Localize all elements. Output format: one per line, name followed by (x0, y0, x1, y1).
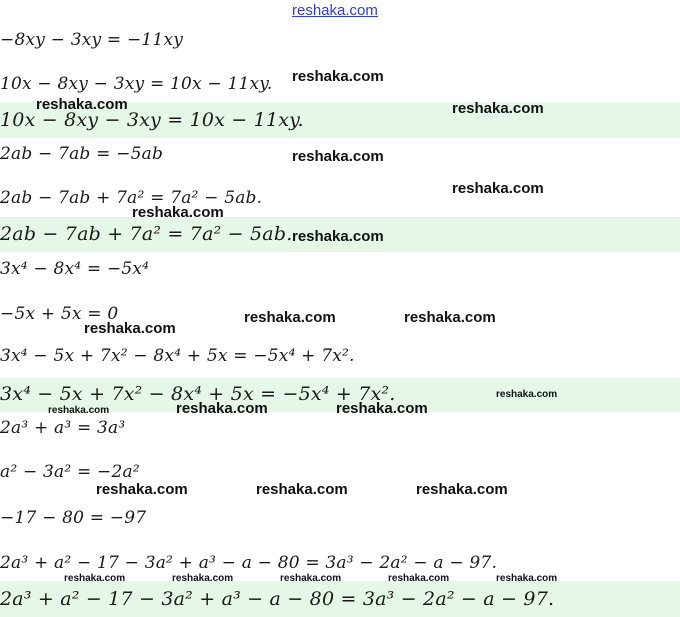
watermark: reshaka.com (292, 228, 384, 245)
equation-line: 3x⁴ − 5x + 7x² − 8x⁴ + 5x = −5x⁴ + 7x². (0, 346, 355, 366)
equation-line-highlighted: 2a³ + a² − 17 − 3a² + a³ − a − 80 = 3a³ − 2a² − a − 97. (0, 588, 555, 610)
watermark: reshaka.com (496, 573, 558, 584)
equation-line: 2ab − 7ab = −5ab (0, 144, 164, 164)
watermark: reshaka.com (452, 180, 544, 197)
equation-line: a² − 3a² = −2a² (0, 462, 140, 482)
watermark: reshaka.com (496, 389, 558, 400)
equation-line-highlighted: 3x⁴ − 5x + 7x² − 8x⁴ + 5x = −5x⁴ + 7x². (0, 383, 396, 405)
watermark: reshaka.com (416, 481, 508, 498)
watermark: reshaka.com (336, 400, 428, 417)
watermark: reshaka.com (280, 573, 342, 584)
equation-line: −8xy − 3xy = −11xy (0, 30, 184, 50)
equation-line: 2a³ + a³ = 3a³ (0, 418, 126, 438)
watermark: reshaka.com (36, 96, 128, 113)
equation-line-highlighted: 10x − 8xy − 3xy = 10x − 11xy. (0, 109, 304, 131)
watermark: reshaka.com (388, 573, 450, 584)
equation-line: −17 − 80 = −97 (0, 508, 147, 528)
watermark: reshaka.com (292, 148, 384, 165)
watermark: reshaka.com (172, 573, 234, 584)
watermark: reshaka.com (452, 100, 544, 117)
watermark: reshaka.com (48, 405, 110, 416)
watermark: reshaka.com (84, 320, 176, 337)
watermark: reshaka.com (176, 400, 268, 417)
watermark: reshaka.com (244, 309, 336, 326)
equation-line: 2a³ + a² − 17 − 3a² + a³ − a − 80 = 3a³ − 2a² − a − 97. (0, 553, 498, 573)
watermark: reshaka.com (292, 68, 384, 85)
equation-line: −5x + 5x = 0 (0, 304, 119, 324)
watermark: reshaka.com (404, 309, 496, 326)
equation-line-highlighted: 2ab − 7ab + 7a² = 7a² − 5ab. (0, 223, 293, 245)
watermark: reshaka.com (64, 573, 126, 584)
equation-line: 10x − 8xy − 3xy = 10x − 11xy. (0, 74, 273, 94)
equation-line: 2ab − 7ab + 7a² = 7a² − 5ab. (0, 188, 263, 208)
watermark: reshaka.com (256, 481, 348, 498)
equation-line: 3x⁴ − 8x⁴ = −5x⁴ (0, 259, 150, 279)
watermark: reshaka.com (132, 204, 224, 221)
watermark: reshaka.com (96, 481, 188, 498)
site-link[interactable]: reshaka.com (292, 2, 378, 19)
